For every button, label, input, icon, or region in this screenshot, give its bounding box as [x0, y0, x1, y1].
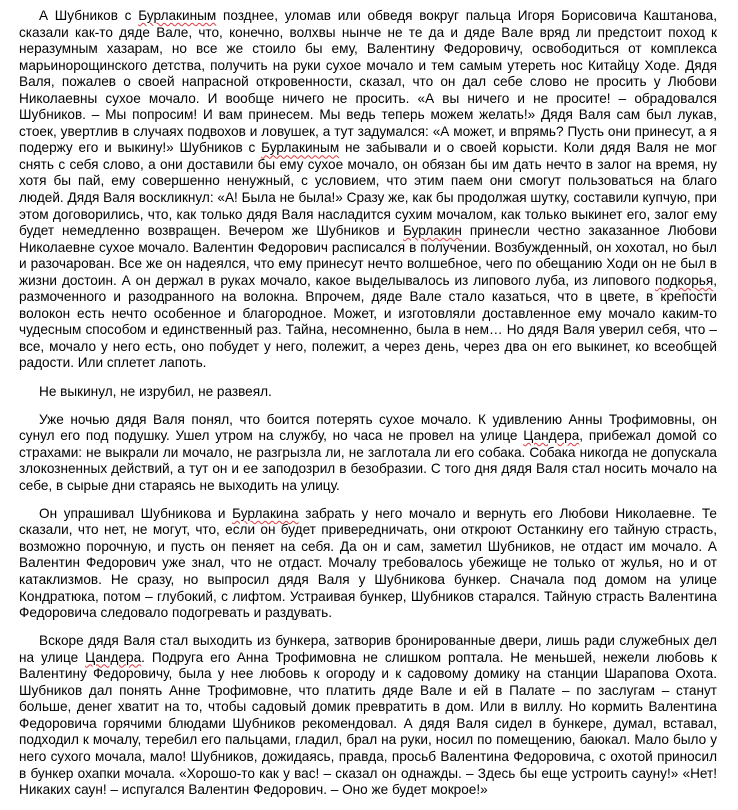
misspelled-word[interactable]: Цандера	[523, 428, 580, 444]
text-run: Уже ночью дядя Валя понял, что боится потерять сухое мочало. К удивлению Анны Трофимовны, он сунул его под подушку. Ушел утром на службу, но часа не провел на улице	[19, 411, 717, 444]
text-run: принесли честно заказанное Любови Николаевне сухое мочало. Валентин Федорович расписался в получении. Возбужденный, он хохотал, но был и разочарован. Все же он надеялся, что ему принесут нечто волшебное, чего по обещанию Ходи он не был в жизни достоин. А он держал в руках мочало, какое выделывалось из липового луба, из липового	[19, 223, 718, 288]
text-run: , размоченного и разодранного на волокна. Впрочем, дяде Вале стало казаться, что в цвете, в крепости волокон есть нечто особенное и благородное. Может, и изготовляли доставленное ему мочало каким-то чудесным способом и единственный раз. Тайна, несомненно, была в нем… Но дядя Валя уверил себя, что – все, мочало у него есть, оно побудет у него, полежит, а через день, через два он его выкинет, ко всеобщей радости. Или сплетет лапоть.	[19, 272, 717, 371]
text-run: не забывали и о своей корысти. Коли дядя Валя не мог снять с себя слово, а они доставили бы ему сухое мочало, он обязан бы им дать нечто в залог на время, ну хотя бы пай, ему совершенно ненужный, с условием, что этим паем они смогут пользоваться на благо людей. Дядя Валя воскликнул: «А! Была не была!» Сразу же, как бы продолжая шутку, составили купчую, при этом договорились, что, как только дядя Валя насладится сухим мочалом, как только выкинет его, залог ему будет немедленно возвращен. Вечером же Шубников и	[19, 140, 717, 239]
text-run: , прибежал домой со страхами: не выкрали ли мочало, не разгрызла ли, не заглотала ли его собака. Собака никогда не допускала злокозненных действий, а тут он и ее заподозрил в безобразии. С того дня дядя Валя стал носить мочало на себе, в сырые дни стараясь не выходить на улицу.	[19, 428, 717, 493]
misspelled-word[interactable]: Бурлакиным	[138, 8, 217, 23]
text-run: позднее, уломав или обведя вокруг пальца Игоря Борисовича Каштанова, сказали как-то дяде Вале, что, конечно, волхвы нынче не те да и дяде Вале вряд ли предстоит поход к неразумным хазарам, но все же стоило бы ему, Валентину Федоровичу, освободиться от комплекса марьинорощинского детства, получить на руки сухое мочало и тем самым утереть нос Китайцу Ходе. Дядя Валя, пожалев о своей напрасной откровенности, сказал, что он дал себе слово не просить у Любови Николаевны сухое мочало. И вообще ничего не просить. «А вы ничего и не просите! – обрадовался Шубников. – Мы попросим! И вам принесем. Мы ведь теперь можем желать!» Дядя Валя сам был лукав, стоек, увертлив в случаях подвохов и ловушек, а тут задумался: «А может, и впрямь? Пусть они принесут, а я подержу его и выкину!» Шубников с	[19, 8, 717, 156]
paragraph-4	[19, 506, 717, 622]
document-page[interactable]	[19, 8, 717, 810]
misspelled-word[interactable]: Бурлакиным	[261, 140, 340, 156]
paragraph-5	[19, 633, 717, 798]
text-run: Он упрашивал Шубникова и	[39, 505, 233, 521]
misspelled-word[interactable]: Бурлакина	[232, 505, 299, 521]
misspelled-word[interactable]: подкорья	[655, 272, 714, 288]
paragraph-1	[19, 8, 717, 372]
misspelled-word[interactable]: Бурлакин	[403, 223, 462, 239]
misspelled-word[interactable]: Цандера	[85, 649, 142, 665]
text-run: . Подруга его Анна Трофимовна не слишком роптала. Не меньшей, нежели любовь к Валентину Федоровичу, была у нее любовь к огороду и к садовому домику на станции Шарапова Охота. Шубников дал понять Анне Трофимовне, что платить дяде Вале и ей в Палате – по заслугам – станут больше, денег хватит на то, чтобы садовый домик превратить в дом. Или в виллу. Но кормить Валентина Федоровича горячими блюдами Шубников рекомендовал. А дядя Валя сидел в бункере, думал, вставал, подходил к мочалу, теребил его пальцами, гладил, брал на руки, носил по помещению, баюкал. Мало было у него сухого мочала, мало! Шубников, дожидаясь, правда, просьб Валентина Федоровича, с охотой приносил в бункер охапки мочала. «Хорошо-то как у вас! – сказал он однажды. – Здесь бы еще устроить сауну!» «Нет! Никаких саун! – испугался Валентин Федорович. – Оно же будет мокрое!»	[19, 649, 717, 798]
text-run: А Шубников с	[39, 8, 139, 23]
text-run: Вскоре дядя Валя стал выходить из бункера, затворив бронированные двери, лишь ради служебных дел на улице	[19, 633, 717, 665]
paragraph-2	[19, 384, 717, 401]
paragraph-3	[19, 412, 717, 495]
text-run: забрать у него мочало и вернуть его Любови Николаевне. Те сказали, что нет, не могут, что, если он будет привередничать, они откроют Останкину его тайную страсть, возможно порочную, и пусть он пеняет на себя. Да он и сам, заметил Шубников, не отдаст им мочало. А Валентин Федорович уже знал, что не отдаст. Мочалу требовалось убежище не только от жулья, но и от катаклизмов. Не сразу, но выпросил дядя Валя у Шубникова бункер. Сначала под домом на улице Кондратюка, потом – глубокий, с лифтом. Устраивая бункер, Шубников старался. Тайную страсть Валентина Федоровича следовало подогревать и раздувать.	[19, 505, 717, 621]
text-run: Не выкинул, не изрубил, не развеял.	[39, 383, 272, 399]
